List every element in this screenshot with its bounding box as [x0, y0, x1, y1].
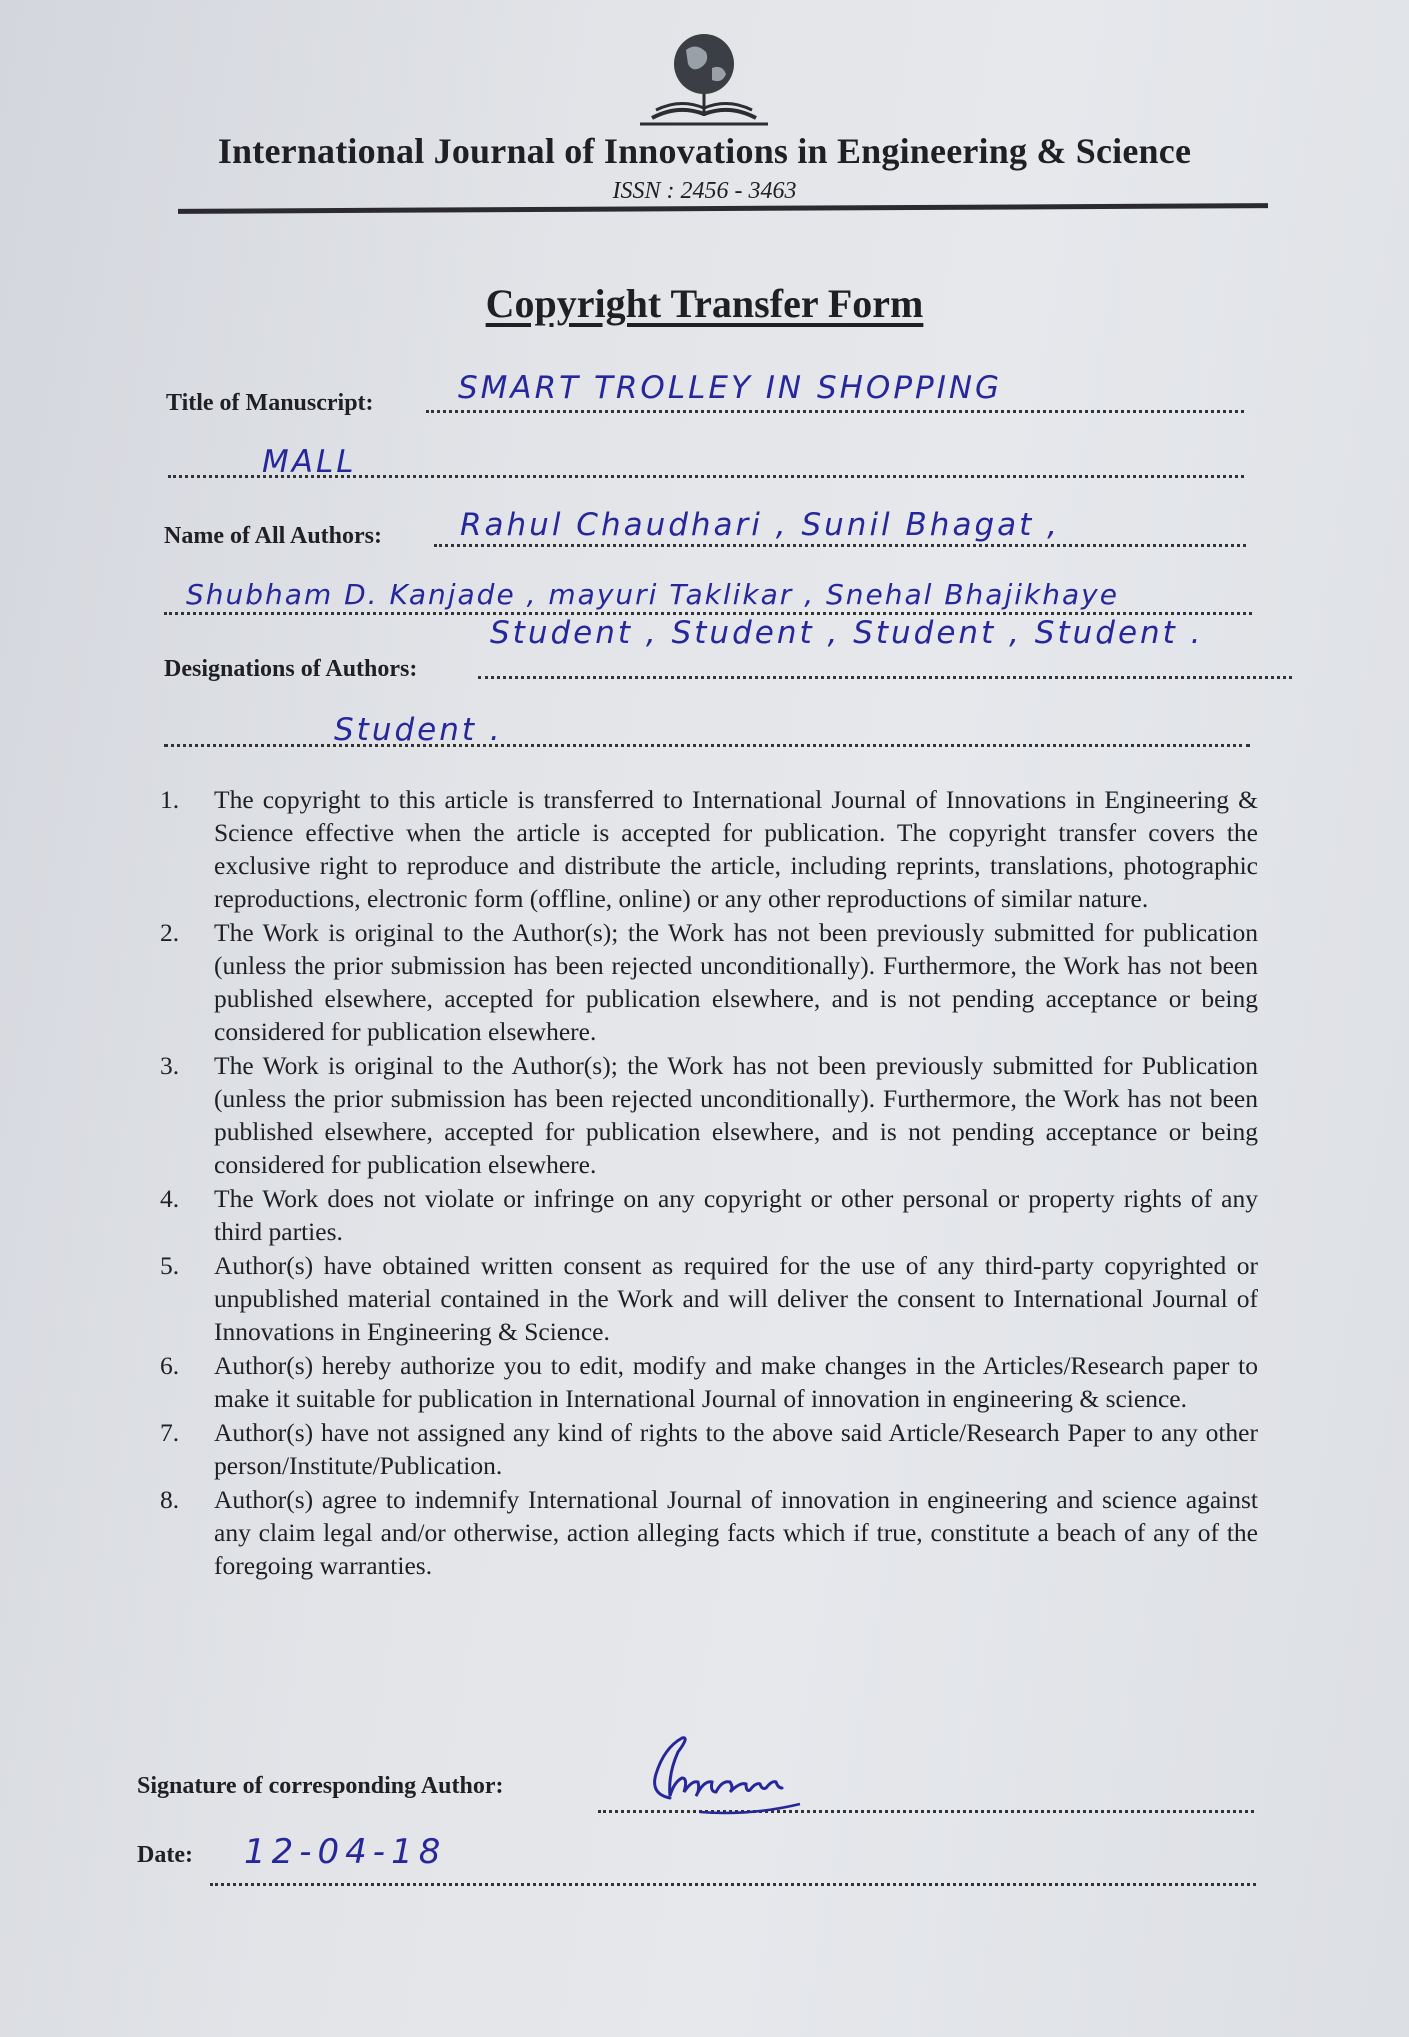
manuscript-line-1: [426, 410, 1244, 413]
manuscript-value-line-2: MALL: [262, 444, 357, 480]
globe-on-book-icon: [634, 30, 774, 130]
signature-label: Signature of corresponding Author:: [137, 1773, 504, 1799]
clause-item: 1. The copyright to this article is transferred to International Journal of Innovations in Engineering & Science effective when the article is accepted for publication. The copyright transfer covers the exclusive right to reproduce and distribute the article, including reprints, translations, photographic reproductions, electronic form (offline, online) or any other reproductions of similar nature.: [160, 785, 1258, 913]
clause-item: 5. Author(s) have obtained written consent as required for the use of any third-party copyrighted or unpublished material contained in the Work and will deliver the consent to International Journal of Innovations in Engineering & Science.: [160, 1251, 1258, 1346]
designations-label: Designations of Authors:: [164, 656, 418, 682]
designations-value-line-1: Student , Student , Student , Student .: [490, 615, 1204, 651]
date-line: [210, 1883, 1256, 1886]
authors-value-line-1: Rahul Chaudhari , Sunil Bhagat ,: [460, 507, 1060, 543]
date-value: 12-04-18: [244, 1832, 447, 1872]
clause-item: 4. The Work does not violate or infringe on any copyright or other personal or property rights of any third parties.: [160, 1184, 1258, 1246]
clause-item: 7. Author(s) have not assigned any kind of rights to the above said Article/Research Paper to any other person/Institute/Publication.: [160, 1418, 1258, 1480]
manuscript-value-line-1: SMART TROLLEY IN SHOPPING: [458, 370, 1003, 406]
designations-value-line-2: Student .: [334, 712, 503, 748]
issn-number: ISSN : 2456 - 3463: [612, 178, 797, 204]
clause-item: 8. Author(s) agree to indemnify International Journal of innovation in engineering and science against any claim legal and/or otherwise, action alleging facts which if true, constitute a beach of any of the foregoing warranties.: [160, 1485, 1258, 1580]
clause-item: 3. The Work is original to the Author(s); the Work has not been previously submitted for Publication (unless the prior submission has been rejected unconditionally). Furthermore, the Work has not been published elsewhere, accepted for publication elsewhere, and is not pending acceptance or being considered for publication elsewhere.: [160, 1051, 1258, 1179]
clause-item: 6. Author(s) hereby authorize you to edit, modify and make changes in the Articles/Research paper to make it suitable for publication in International Journal of innovation in engineering & science.: [160, 1351, 1258, 1413]
designations-line-2: [164, 744, 1250, 747]
designations-line-1: [478, 676, 1292, 679]
handwritten-signature: [640, 1728, 810, 1818]
date-label: Date:: [137, 1842, 193, 1868]
clause-item: 2. The Work is original to the Author(s); the Work has not been previously submitted for publication (unless the prior submission has been rejected unconditionally). Furthermore, the Work has not been published elsewhere, accepted for publication elsewhere, and is not pending acceptance or being considered for publication elsewhere.: [160, 918, 1258, 1046]
form-title: Copyright Transfer Form: [485, 281, 924, 326]
authors-value-line-2: Shubham D. Kanjade , mayuri Taklikar , Snehal Bhajikhaye: [186, 578, 1119, 611]
authors-label: Name of All Authors:: [164, 523, 382, 549]
terms-list: [148, 783, 1258, 1583]
authors-line-1: [434, 544, 1246, 547]
manuscript-label: Title of Manuscript:: [166, 390, 374, 416]
journal-title: International Journal of Innovations in Engineering & Science: [217, 131, 1192, 171]
